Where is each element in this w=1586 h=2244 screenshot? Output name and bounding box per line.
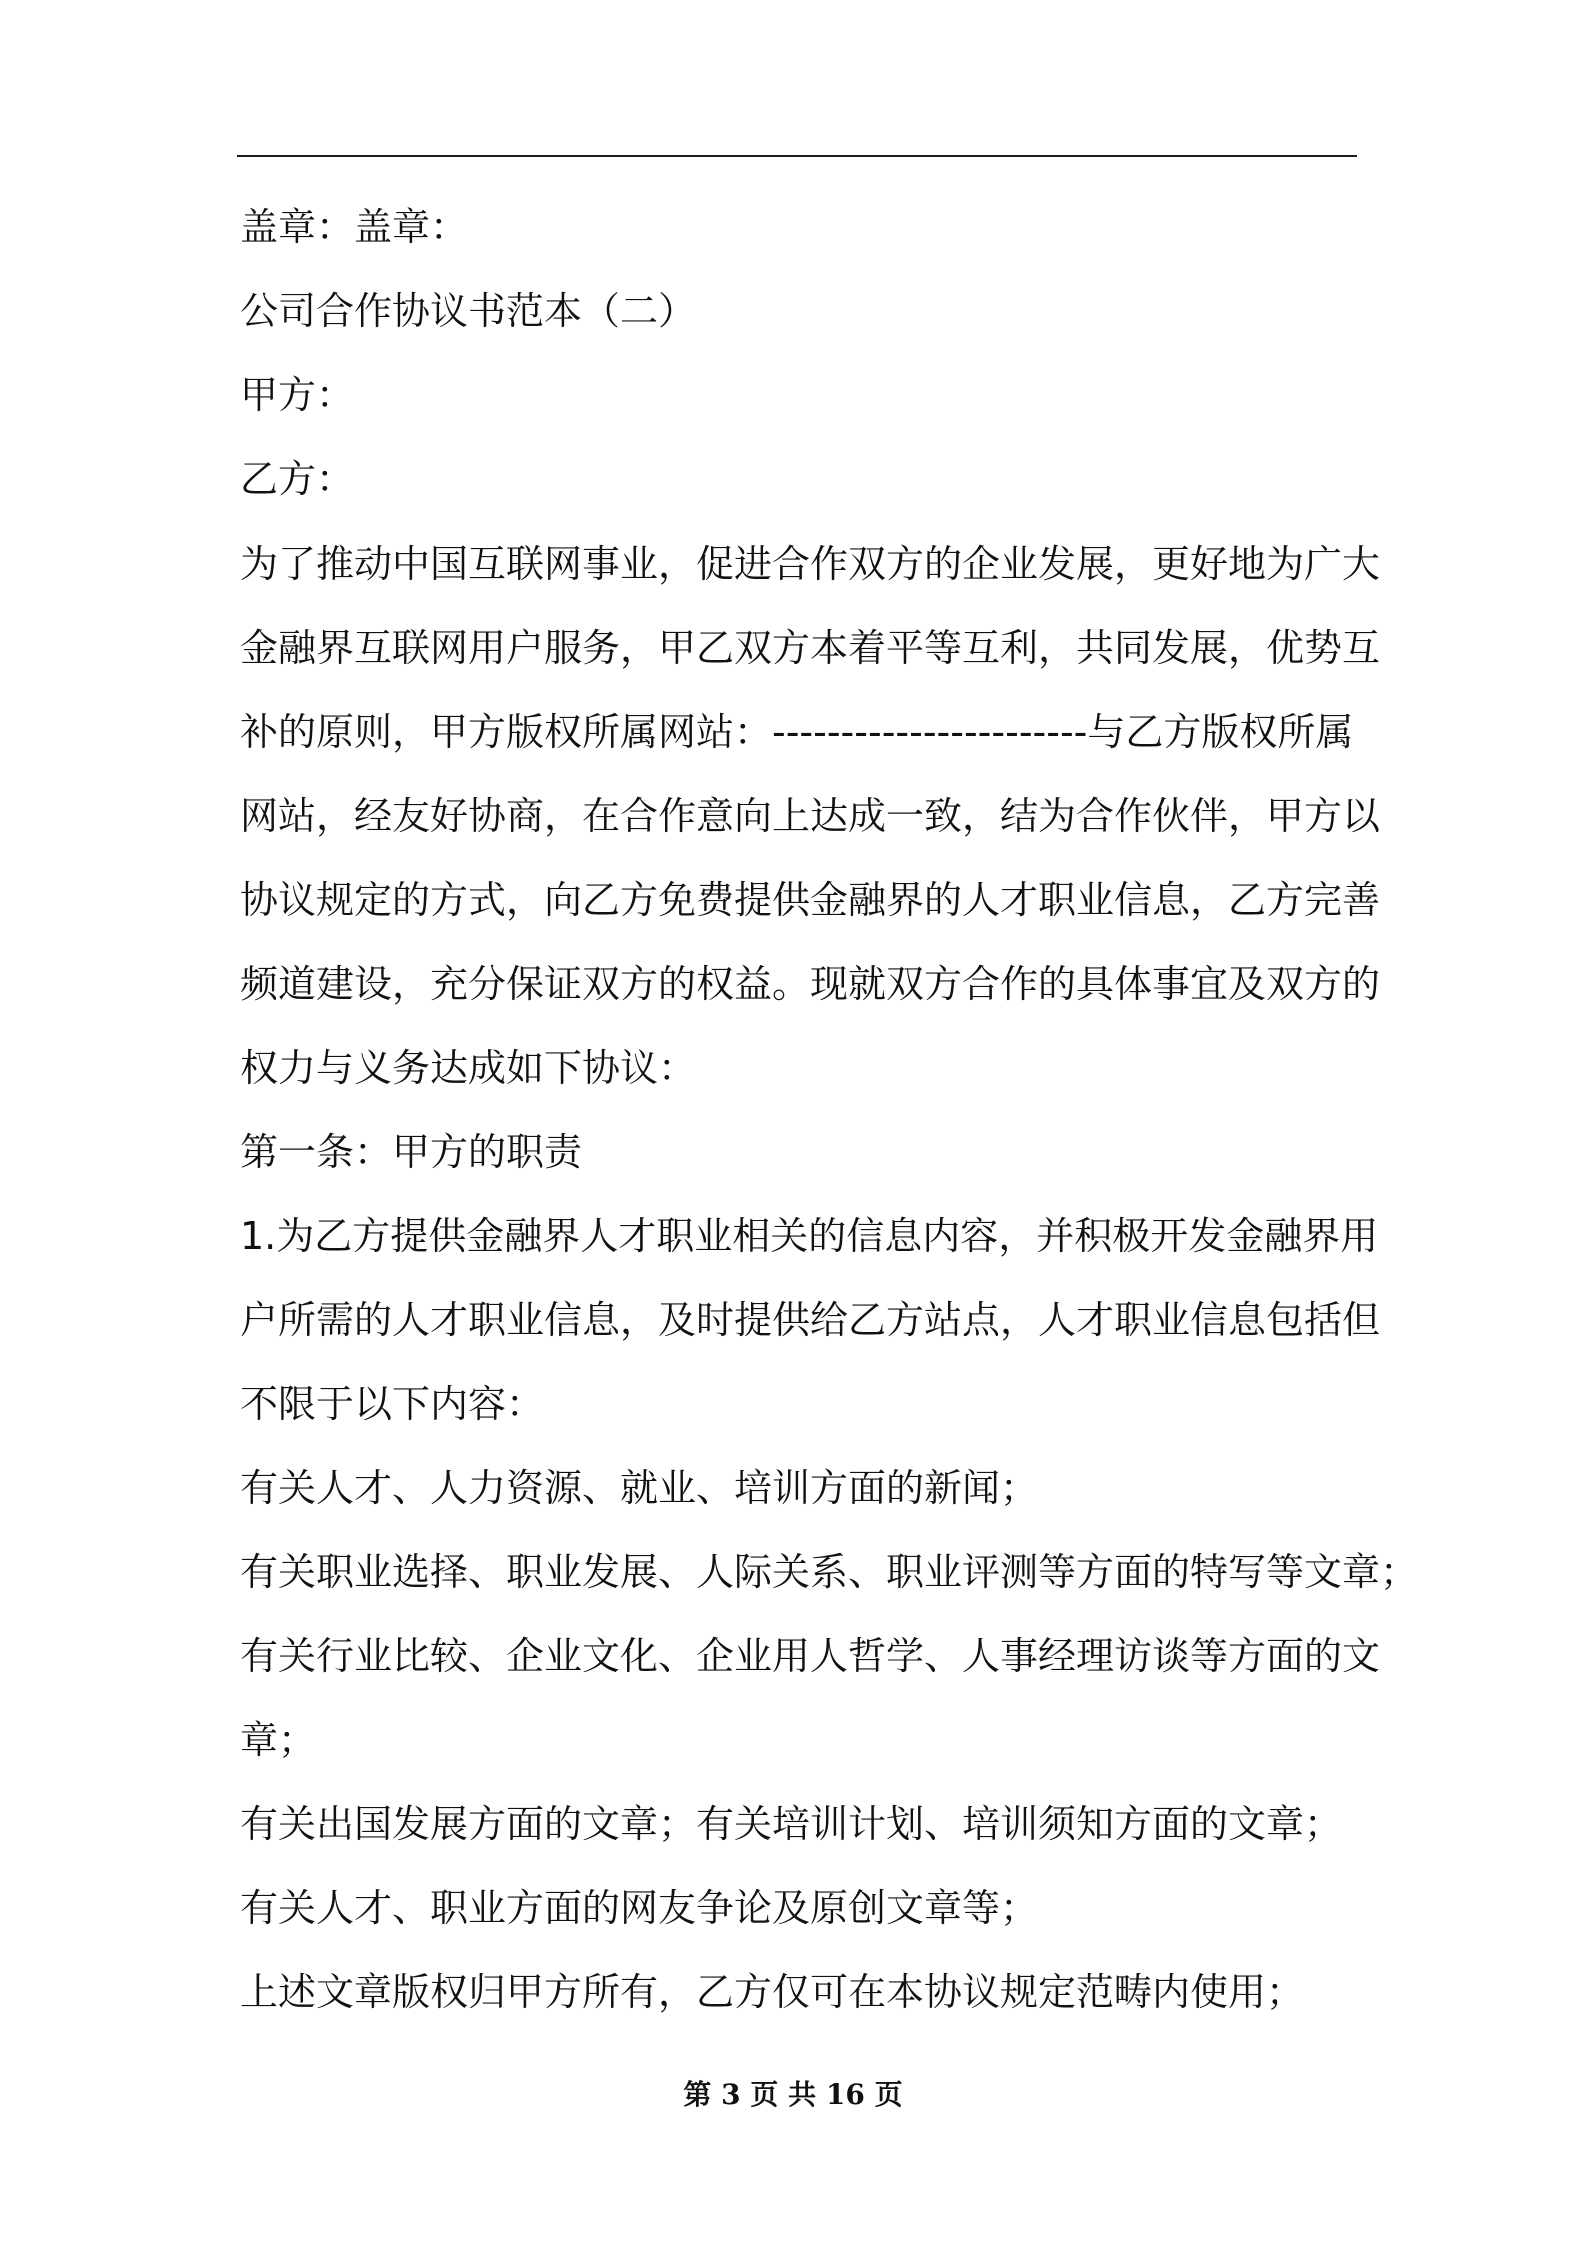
body-text-line: 频道建设，充分保证双方的权益。现就双方合作的具体事宜及双方的 — [240, 962, 1381, 1006]
header-divider — [237, 155, 1357, 157]
party-a-line: 甲方： — [240, 373, 355, 417]
body-text-line: 金融界互联网用户服务，甲乙双方本着平等互利，共同发展，优势互 — [240, 626, 1381, 670]
body-text-line: 不限于以下内容： — [240, 1382, 545, 1426]
body-text-line: 网站，经友好协商，在合作意向上达成一致，结为合作伙伴，甲方以 — [240, 794, 1381, 838]
body-text-line: 上述文章版权归甲方所有，乙方仅可在本协议规定范畴内使用； — [240, 1970, 1305, 2014]
body-text-line: 补的原则，甲方版权所属网站：-----------------------与乙方版权所属 — [240, 710, 1354, 754]
list-item-line: 有关人才、职业方面的网友争论及原创文章等； — [240, 1886, 1039, 1930]
article-heading: 第一条：甲方的职责 — [240, 1130, 583, 1174]
seal-line: 盖章：盖章： — [240, 205, 469, 249]
document-title: 公司合作协议书范本（二） — [240, 289, 697, 333]
body-text-line: 为了推动中国互联网事业，促进合作双方的企业发展，更好地为广大 — [240, 542, 1381, 586]
list-item-line: 有关行业比较、企业文化、企业用人哲学、人事经理访谈等方面的文 — [240, 1634, 1381, 1678]
list-item-line: 有关出国发展方面的文章；有关培训计划、培训须知方面的文章； — [240, 1802, 1343, 1846]
list-item-line: 有关人才、人力资源、就业、培训方面的新闻； — [240, 1466, 1039, 1510]
party-b-line: 乙方： — [240, 457, 355, 501]
body-text-line: 权力与义务达成如下协议： — [240, 1046, 697, 1090]
page-number-footer: 第 3 页 共 16 页 — [683, 2078, 903, 2111]
body-text-line: 1.为乙方提供金融界人才职业相关的信息内容，并积极开发金融界用 — [240, 1214, 1379, 1258]
list-item-line: 章； — [240, 1718, 317, 1762]
body-text-line: 户所需的人才职业信息，及时提供给乙方站点，人才职业信息包括但 — [240, 1298, 1381, 1342]
body-text-line: 协议规定的方式，向乙方免费提供金融界的人才职业信息，乙方完善 — [240, 878, 1381, 922]
list-item-line: 有关职业选择、职业发展、人际关系、职业评测等方面的特写等文章； — [240, 1550, 1419, 1594]
